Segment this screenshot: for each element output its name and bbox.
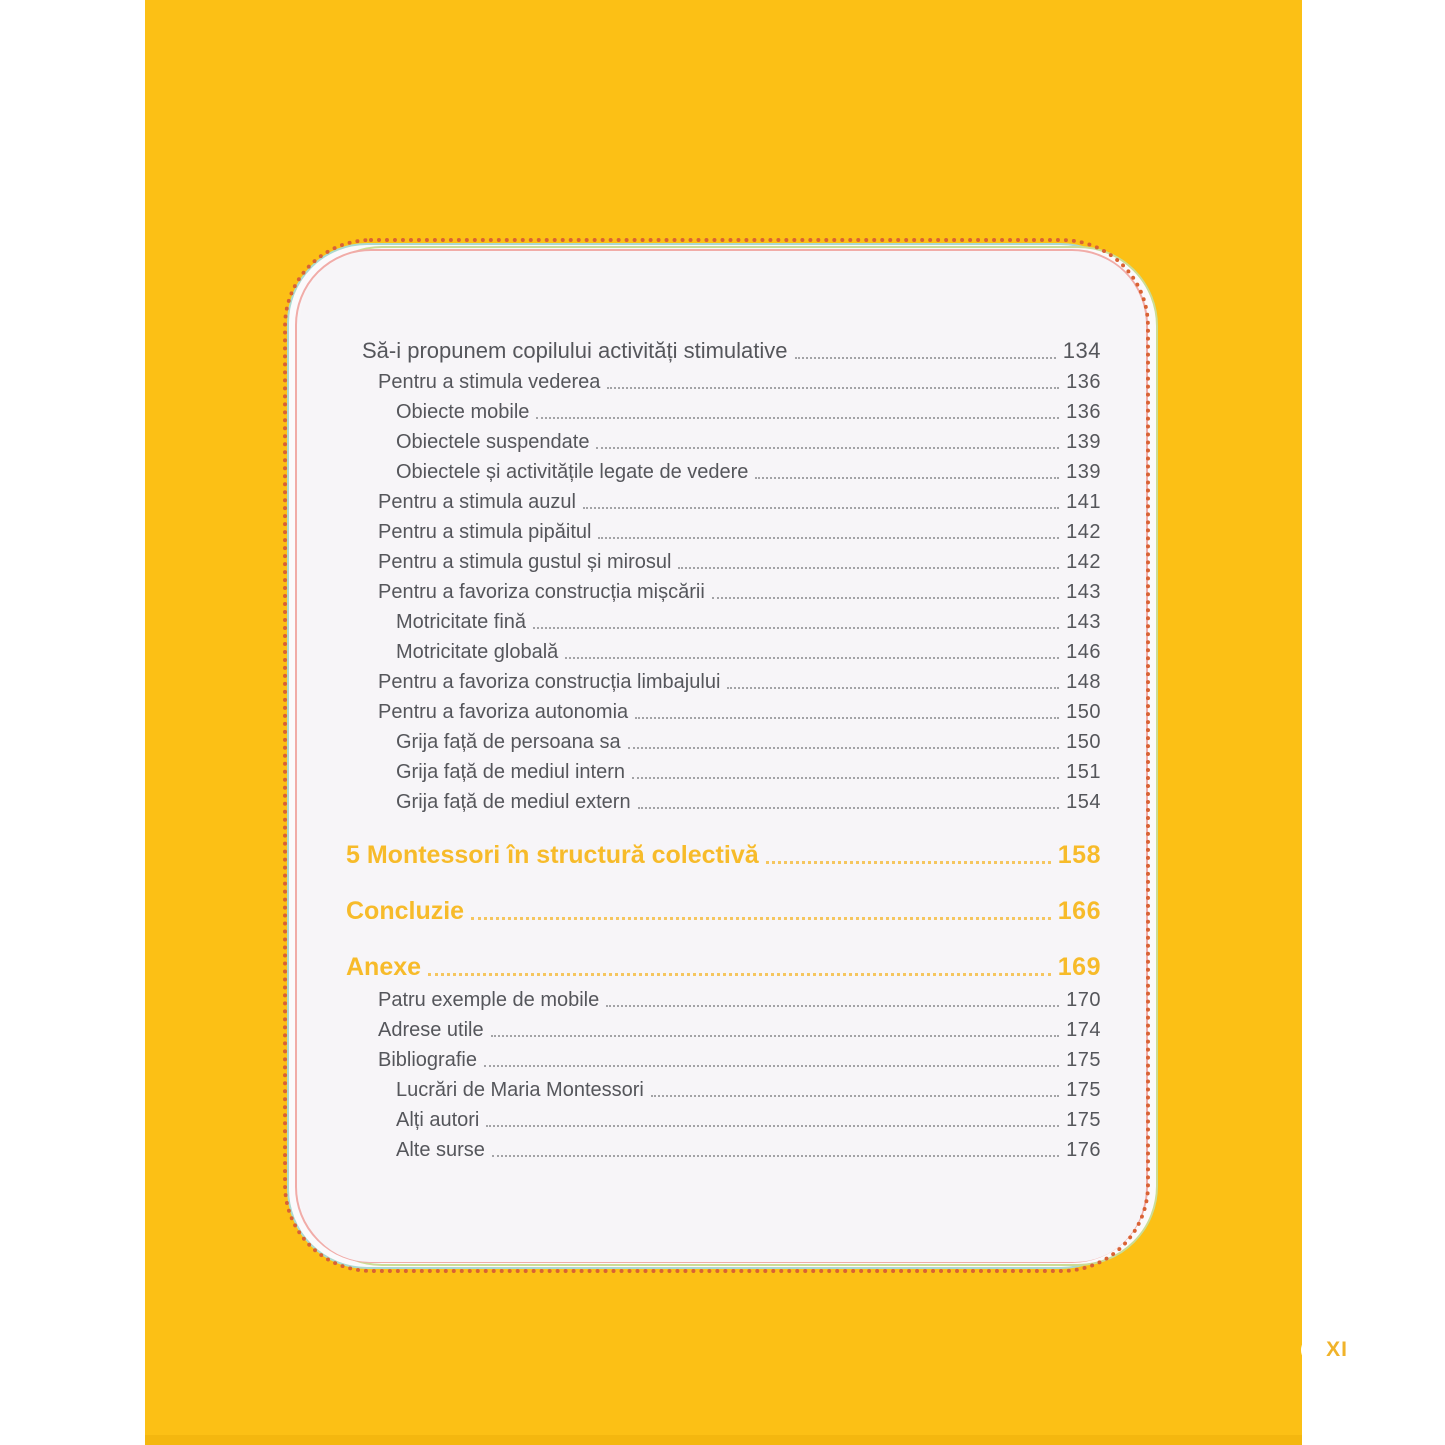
toc-entry — [330, 784, 1101, 814]
toc-entry-label: Grija față de persoana sa — [396, 731, 621, 753]
toc-entry-page-number: 150 — [1066, 701, 1101, 723]
toc-entry-label: Lucrări de Maria Montessori — [396, 1079, 644, 1101]
toc-entry-label: Pentru a favoriza autonomia — [378, 701, 629, 723]
toc-entry-page-number: 146 — [1066, 641, 1101, 663]
toc-entry-label: Obiectele și activitățile legate de vedere — [396, 461, 749, 483]
dotted-leader — [628, 747, 1060, 749]
toc-entry — [330, 604, 1101, 634]
toc-entry — [330, 948, 1101, 982]
dotted-leader — [583, 507, 1059, 509]
toc-entry-label: Grija față de mediul intern — [396, 761, 626, 783]
toc-entry — [330, 514, 1101, 544]
toc-entry-page-number: 176 — [1066, 1139, 1101, 1161]
toc-entry — [330, 634, 1101, 664]
toc-entry — [330, 364, 1101, 394]
dotted-leader — [471, 917, 1051, 920]
toc-entry-page-number: 142 — [1066, 551, 1101, 573]
toc-entry-page-number: 175 — [1066, 1049, 1101, 1071]
toc-entry-page-number: 174 — [1066, 1019, 1101, 1041]
dotted-leader — [638, 807, 1060, 809]
toc-entry-page-number: 158 — [1057, 841, 1101, 869]
toc-entry-label: Motricitate globală — [396, 641, 559, 663]
dotted-leader — [565, 657, 1059, 659]
toc-entry — [330, 664, 1101, 694]
dotted-leader — [428, 973, 1051, 976]
dotted-leader — [492, 1155, 1059, 1157]
toc-entry-label: Motricitate fină — [396, 611, 527, 633]
toc-entry-page-number: 141 — [1066, 491, 1101, 513]
toc-list — [300, 252, 1145, 1262]
toc-entry-label: Pentru a stimula pipăitul — [378, 521, 592, 543]
dotted-leader — [755, 477, 1059, 479]
toc-entry-label: Pentru a favoriza construcția mișcării — [378, 581, 705, 603]
toc-card — [300, 252, 1145, 1262]
toc-entry-page-number: 142 — [1066, 521, 1101, 543]
toc-entry-label: Pentru a favoriza construcția limbajului — [378, 671, 721, 693]
dotted-leader — [596, 447, 1059, 449]
toc-entry — [330, 574, 1101, 604]
toc-entry-label: Alți autori — [396, 1109, 480, 1131]
toc-entry — [330, 694, 1101, 724]
toc-entry-label: Adrese utile — [378, 1019, 484, 1041]
page-number-label: XI — [1326, 1338, 1348, 1361]
toc-entry-label: Alte surse — [396, 1139, 485, 1161]
toc-entry — [330, 724, 1101, 754]
toc-entry-label: Pentru a stimula gustul și mirosul — [378, 551, 672, 573]
toc-entry-page-number: 175 — [1066, 1109, 1101, 1131]
dotted-leader — [632, 777, 1059, 779]
toc-entry-label: 5 Montessori în structură colectivă — [346, 841, 759, 869]
toc-entry — [330, 1102, 1101, 1132]
dotted-leader — [766, 861, 1051, 864]
toc-entry — [330, 836, 1101, 870]
dotted-leader — [712, 597, 1059, 599]
dotted-leader — [484, 1065, 1059, 1067]
toc-entry — [330, 330, 1101, 364]
toc-entry-page-number: 170 — [1066, 989, 1101, 1011]
dotted-leader — [651, 1095, 1059, 1097]
dotted-leader — [536, 417, 1059, 419]
toc-entry-label: Anexe — [346, 953, 422, 981]
toc-entry-label: Pentru a stimula auzul — [378, 491, 576, 513]
toc-entry-label: Obiectele suspendate — [396, 431, 590, 453]
toc-entry-label: Bibliografie — [378, 1049, 477, 1071]
toc-entry — [330, 892, 1101, 926]
toc-entry — [330, 544, 1101, 574]
dotted-leader — [678, 567, 1059, 569]
toc-entry — [330, 754, 1101, 784]
toc-entry-page-number: 148 — [1066, 671, 1101, 693]
toc-entry — [330, 1132, 1101, 1162]
dotted-leader — [727, 687, 1059, 689]
toc-entry — [330, 982, 1101, 1012]
toc-entry-page-number: 175 — [1066, 1079, 1101, 1101]
toc-entry-page-number: 136 — [1066, 371, 1101, 393]
toc-entry — [330, 394, 1101, 424]
dotted-leader — [607, 387, 1059, 389]
toc-entry-page-number: 136 — [1066, 401, 1101, 423]
toc-entry — [330, 484, 1101, 514]
toc-entry-page-number: 134 — [1062, 338, 1101, 363]
dotted-leader — [533, 627, 1059, 629]
dotted-leader — [598, 537, 1059, 539]
toc-entry — [330, 454, 1101, 484]
toc-entry-page-number: 139 — [1066, 431, 1101, 453]
toc-entry-label: Obiecte mobile — [396, 401, 530, 423]
toc-entry-page-number: 154 — [1066, 791, 1101, 813]
toc-entry-label: Pentru a stimula vederea — [378, 371, 601, 393]
toc-entry-page-number: 151 — [1066, 761, 1101, 783]
dotted-leader — [606, 1005, 1059, 1007]
toc-entry-page-number: 150 — [1066, 731, 1101, 753]
book-page — [145, 0, 1348, 1445]
dotted-leader — [795, 357, 1056, 359]
toc-entry-page-number: 169 — [1057, 953, 1101, 981]
toc-entry-page-number: 139 — [1066, 461, 1101, 483]
dotted-leader — [486, 1125, 1059, 1127]
page-number-badge — [1301, 1327, 1373, 1373]
dotted-leader — [635, 717, 1059, 719]
toc-entry-label: Să-i propunem copilului activități stimulative — [362, 338, 788, 363]
toc-card-stack — [300, 252, 1145, 1262]
toc-entry-page-number: 143 — [1066, 581, 1101, 603]
toc-entry — [330, 1072, 1101, 1102]
toc-entry-page-number: 143 — [1066, 611, 1101, 633]
toc-entry — [330, 1042, 1101, 1072]
dotted-leader — [491, 1035, 1060, 1037]
toc-entry-label: Patru exemple de mobile — [378, 989, 600, 1011]
toc-entry — [330, 1012, 1101, 1042]
toc-entry — [330, 424, 1101, 454]
toc-entry-page-number: 166 — [1057, 897, 1101, 925]
toc-entry-label: Grija față de mediul extern — [396, 791, 631, 813]
toc-entry-label: Concluzie — [346, 897, 465, 925]
